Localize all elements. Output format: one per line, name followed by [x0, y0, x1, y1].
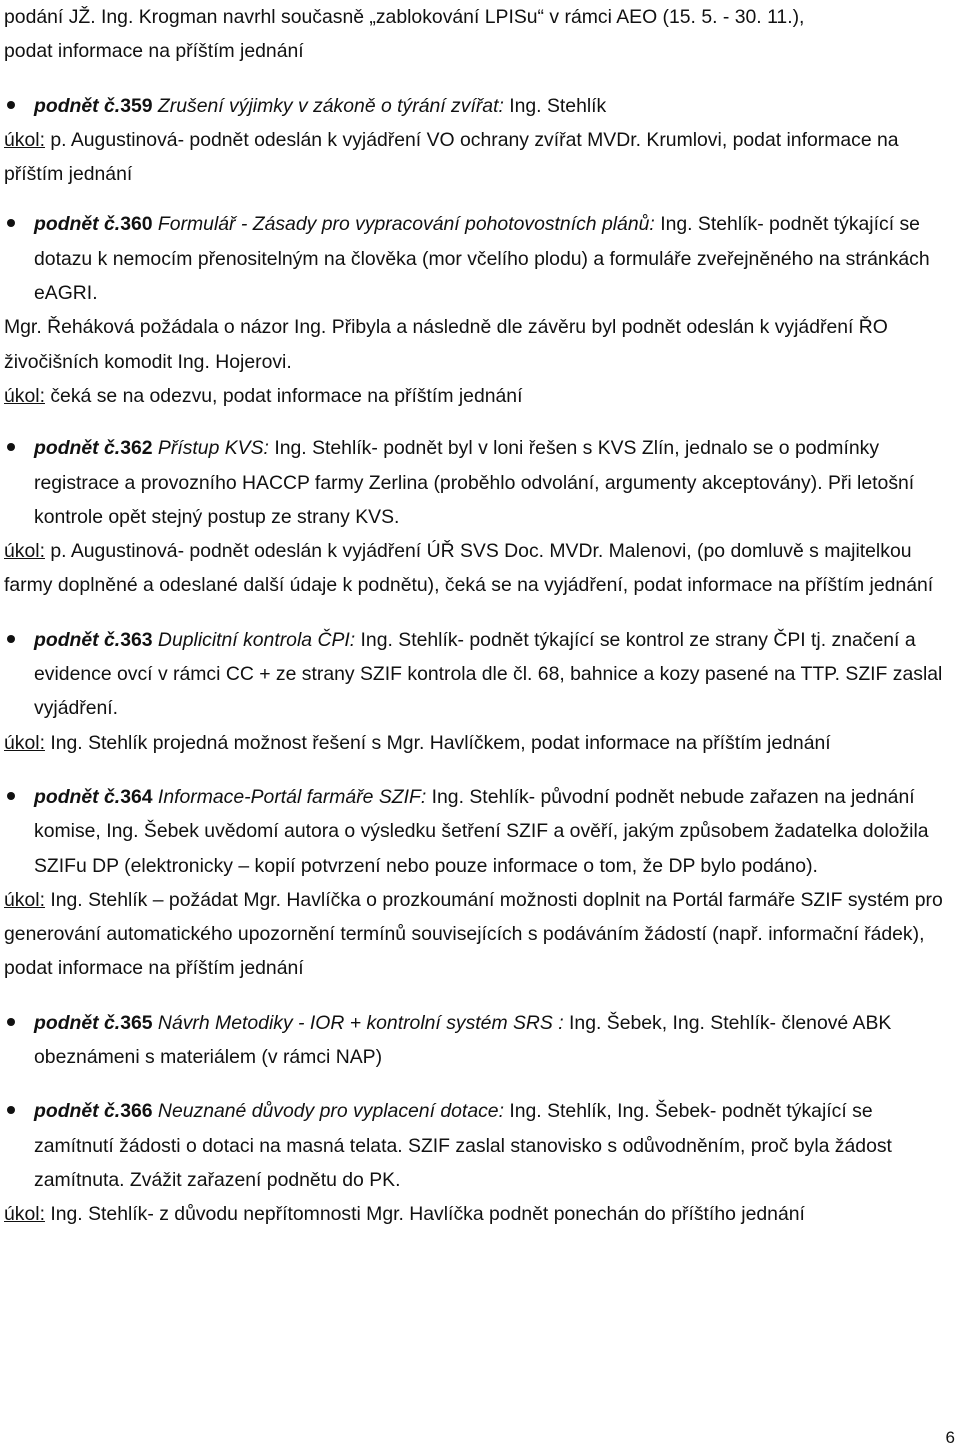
item-heading: [4, 89, 949, 123]
task-text: čeká se na odezvu, podat informace na příštím jednání: [44, 384, 523, 407]
item-label: podnět č.: [34, 213, 121, 236]
item-text: Ing. Stehlík, Ing. Šebek- podnět týkající se zamítnutí žádosti o dotaci na masná telata. SZIF zaslal stanovisko s odůvodněním, proč byla žádost zamítnuta. Zvážit zařazení podnětu do PK.: [34, 1100, 892, 1191]
item-task: [4, 1197, 949, 1231]
item-number: 363: [120, 628, 153, 651]
item-label: podnět č.: [34, 1011, 121, 1034]
item-task: [4, 379, 949, 413]
item-359: [4, 89, 949, 192]
task-label: úkol:: [4, 540, 45, 563]
item-text: Ing. Stehlík- podnět týkající se kontrol ze strany ČPI tj. značení a evidence ovcí v rámci CC + ze strany SZIF kontrola dle čl. 68, bahnice a kozy pasené na TTP. SZIF zaslal vyjádření.: [34, 628, 943, 720]
item-title: Duplicitní kontrola ČPI:: [152, 628, 356, 651]
item-text: Ing. Stehlík- podnět týkající se dotazu k nemocím přenositelným na člověka (mor včelího plodu) a formuláře zveřejněného na stránkách eAGRI.: [34, 213, 930, 305]
task-text: p. Augustinová- podnět odeslán k vyjádření VO ochrany zvířat MVDr. Krumlovi, podat informace na příštím jednání: [4, 128, 899, 186]
intro-line-2: podat informace na příštím jednání: [4, 40, 304, 63]
item-label: podnět č.: [34, 628, 121, 651]
item-362: [4, 431, 949, 602]
item-heading: [4, 431, 949, 534]
item-text: Ing. Stehlík- původní podnět nebude zařazen na jednání komise, Ing. Šebek uvědomí autora o výsledku šetření SZIF a ověří, jakým způsobem žadatelka doložila SZIFu DP (elektronicky – kopií potvrzení nebo pouze informace o tom, že DP bylo podáno).: [34, 785, 929, 877]
task-text: Ing. Stehlík – požádat Mgr. Havlíčka o prozkoumání možnosti doplnit na Portál farmáře SZIF systém pro generování automatického upozornění termínů souvisejících s podáváním žádostí (např. informační řádek), podat informace na příštím jednání: [4, 888, 943, 980]
intro-paragraph: [4, 0, 949, 69]
item-heading: [4, 623, 949, 726]
item-number: 360: [120, 213, 153, 236]
task-text: p. Augustinová- podnět odeslán k vyjádření ÚŘ SVS Doc. MVDr. Malenovi, (po domluvě s majitelkou farmy doplněné a odeslané další údaje k podnětu), čeká se na vyjádření, podat informace na příštím jednání: [4, 540, 934, 597]
item-text: Ing. Stehlík: [503, 94, 607, 117]
item-task: [4, 726, 949, 760]
item-title: Zrušení výjimky v zákoně o týrání zvířat:: [152, 94, 504, 117]
item-task: [4, 534, 949, 603]
item-title: Formulář - Zásady pro vypracování pohotovostních plánů:: [152, 213, 655, 236]
task-text: Ing. Stehlík- z důvodu nepřítomnosti Mgr. Havlíčka podnět ponechán do příštího jednání: [44, 1203, 805, 1226]
page-number: 6: [945, 1428, 955, 1447]
item-heading: [4, 207, 949, 310]
item-number: 366: [120, 1100, 153, 1123]
item-364: [4, 780, 949, 986]
item-number: 359: [120, 94, 153, 117]
intro-line-1: podání JŽ. Ing. Krogman navrhl současně „zablokování LPISu“ v rámci AEO (15. 5. - 30. 11.),: [4, 6, 805, 28]
document-page: [4, 0, 949, 1232]
item-title: Informace-Portál farmáře SZIF:: [152, 785, 427, 808]
item-task: [4, 883, 949, 986]
item-label: podnět č.: [34, 94, 121, 117]
item-label: podnět č.: [34, 785, 121, 808]
item-heading: [4, 780, 949, 883]
item-number: 365: [120, 1011, 153, 1034]
item-text: Ing. Šebek, Ing. Stehlík- členové ABK obeznámeni s materiálem (v rámci NAP): [34, 1011, 892, 1069]
item-number: 362: [120, 437, 153, 460]
item-title: Návrh Metodiky - IOR + kontrolní systém SRS :: [152, 1011, 564, 1034]
item-text: Ing. Stehlík- podnět byl v loni řešen s KVS Zlín, jednalo se o podmínky registrace a provozního HACCP farmy Zerlina (proběhlo odvolání, argumenty akceptovány). Při letošní kontrole opět stejný postup ze strany KVS.: [34, 437, 915, 528]
item-body: Mgr. Řeháková požádala o názor Ing. Přibyla a následně dle závěru byl podnět odeslán k vyjádření ŘO živočišních komodit Ing. Hojerovi.: [4, 316, 888, 373]
task-label: úkol:: [4, 731, 45, 754]
item-task: [4, 123, 949, 192]
item-363: [4, 623, 949, 760]
item-heading: [4, 1006, 949, 1075]
task-label: úkol:: [4, 128, 45, 151]
item-365: [4, 1006, 949, 1075]
item-label: podnět č.: [34, 437, 121, 460]
item-366: [4, 1094, 949, 1231]
item-360: [4, 207, 949, 413]
item-title: Přístup KVS:: [152, 437, 269, 460]
task-label: úkol:: [4, 384, 45, 407]
item-label: podnět č.: [34, 1100, 121, 1123]
item-heading: [4, 1094, 949, 1197]
item-title: Neuznané důvody pro vyplacení dotace:: [152, 1100, 504, 1123]
task-label: úkol:: [4, 888, 45, 911]
task-text: Ing. Stehlík projedná možnost řešení s Mgr. Havlíčkem, podat informace na příštím jednání: [44, 731, 831, 754]
item-number: 364: [120, 785, 153, 808]
task-label: úkol:: [4, 1203, 45, 1226]
